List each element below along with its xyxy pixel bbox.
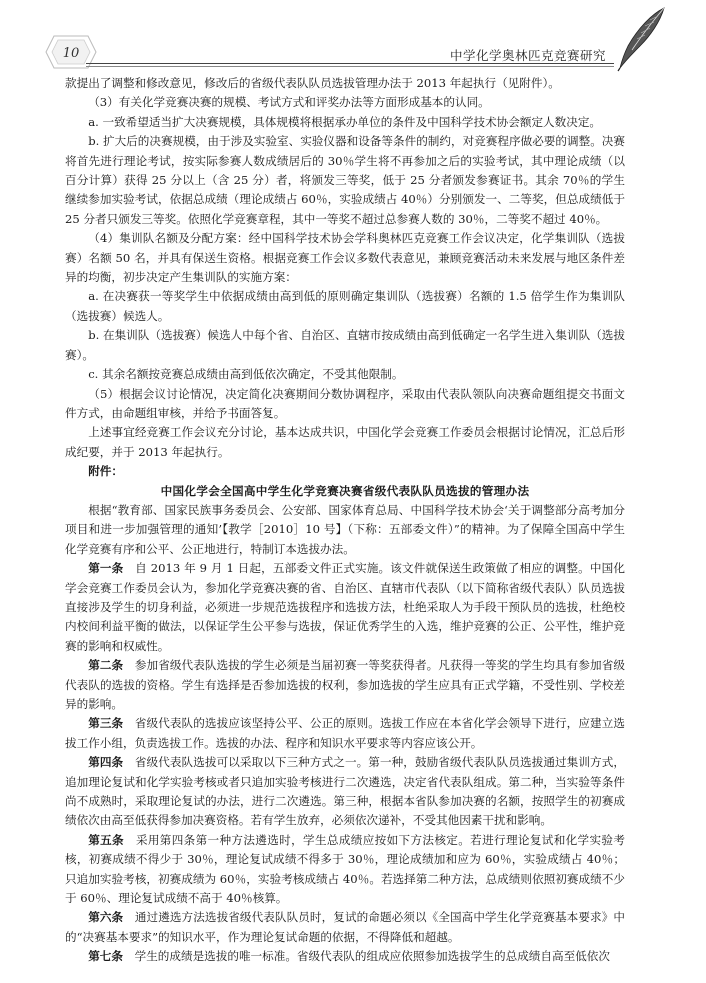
- page-header: [0, 0, 706, 70]
- article-label: 第五条: [88, 832, 124, 847]
- article-text: 通过遴选方法选拔省级代表队队员时，复试的命题必须以《全国高中学生化学竞赛基本要求》中的“决赛基本要求”的知识水平，作为理论复试命题的依据，不得降低和超越。: [65, 910, 625, 944]
- paragraph: c. 其余名额按竞赛总成绩由高到低依次确定，不受其他限制。: [88, 367, 404, 382]
- article-6: [65, 908, 625, 947]
- appendix-title: 中国化学会全国高中学生化学竞赛决赛省级代表队队员选拔的管理办法: [160, 483, 530, 498]
- paragraph: a. 一致希望适当扩大决赛规模，具体规模将根据承办单位的条件及中国科学技术协会额定人数决定。: [88, 114, 602, 129]
- article-4: [65, 753, 625, 831]
- article-text: 采用第四条第一种方法遴选时，学生总成绩应按如下方法核定。若进行理论复试和化学实验考核，初赛成绩不得少于 30％，理论复试成绩不得多于 30％，理论成绩加和应为 60％，实验成绩占 40％；只追加实验考核，初赛成绩为 60％，实验考核成绩占 40％。若选择第二种方法，总成绩则依照初赛成绩不少于 60％、理论复试成绩不高于 40％核算。: [65, 832, 625, 906]
- article-label: 第四条: [88, 755, 124, 770]
- paragraph: b. 扩大后的决赛规模，由于涉及实验室、实验仪器和设备等条件的制约，对竞赛程序做必要的调整。决赛将首先进行理论考试，按实际参赛人数成绩居后的 30％学生将不再参加之后的实验考试，其中理论成绩（以百分计算）获得 25 分以上（含 25 分）者，将颁发三等奖，低于 25 分者颁发参赛证书。其余 70％的学生继续参加实验考试，依据总成绩（理论成绩占 60％，实验成绩占 40％）分别颁发一、二等奖，但总成绩低于 25 分者只颁发三等奖。依照化学竞赛章程，其中一等奖不超过总参赛人数的 30％，二等奖不超过 40％。: [65, 134, 625, 226]
- article-text: 自 2013 年 9 月 1 日起，五部委文件正式实施。该文件就保送生政策做了相应的调整。中国化学会竞赛工作委员会认为，参加化学竞赛决赛的省、自治区、直辖市代表队（以下简称省级代表队）队员选拔直接涉及学生的切身利益，必须进一步规范选拔程序和选拔方法，杜绝采取人为手段干预队员的选拔，杜绝校内校间利益平衡的做法，以保证学生公平参与选拔，保证优秀学生的入选，维护竞赛的公正、公平性，维护竞赛的影响和权威性。: [65, 561, 625, 653]
- appendix-label: 附件：: [88, 464, 123, 479]
- article-label: 第六条: [88, 910, 124, 925]
- page-number: 10: [62, 45, 80, 61]
- article-text: 省级代表队的选拔应该坚持公平、公正的原则。选拔工作应在本省化学会领导下进行，应建立选拔工作小组，负责选拔工作。选拔的办法、程序和知识水平要求等内容应该公开。: [65, 716, 625, 750]
- article-text: 学生的成绩是选拔的唯一标准。省级代表队的组成应依照参加选拔学生的总成绩自高至低依次: [134, 949, 610, 964]
- journal-title: 中学化学奥林匹克竞赛研究: [449, 48, 606, 63]
- article-3: [65, 714, 625, 753]
- article-2: [65, 656, 625, 714]
- paragraph: a. 在决赛获一等奖学生中依据成绩由高到低的原则确定集训队（选拔赛）名额的 1.5 倍学生作为集训队（选拔赛）候选人。: [65, 289, 625, 323]
- article-text: 省级代表队选拔可以采取以下三种方式之一。第一种，鼓励省级代表队队员选拔通过集训方式，追加理论复试和化学实验考核或者只追加实验考核进行二次遴选，决定省代表队组成。第二种，当实验等条件尚不成熟时，采取理论复试的办法，进行二次遴选。第三种，根据本省队参加决赛的名额，按照学生的初赛成绩依次由高至低获得参加决赛资格。若有学生放弃，必须依次递补，不受其他因素干扰和影响。: [65, 755, 625, 828]
- appendix-intro: 根据“教育部、国家民族事务委员会、公安部、国家体育总局、中国科学技术协会‘关于调整部分高考加分项目和进一步加强管理的通知’【教学［2010］10 号】（下称：五部委文件）”的精神。为了保障全国高中学生化学竞赛有序和公平、公正地进行，特制订本选拔办法。: [65, 502, 625, 556]
- article-label: 第一条: [88, 561, 124, 576]
- paragraph: （3）有关化学竞赛决赛的规模、考试方式和评奖办法等方面形成基本的认同。: [88, 95, 490, 110]
- paragraph: （4）集训队名额及分配方案：经中国科学技术协会学科奥林匹克竞赛工作会议决定，化学集训队（选拔赛）名额 50 名，并具有保送生资格。根据竞赛工作会议多数代表意见，兼顾竞赛活动未来发展与地区条件差异的均衡，初步决定产生集训队的实施方案：: [65, 231, 625, 285]
- paragraph: 款提出了调整和修改意见，修改后的省级代表队队员选拔管理办法于 2013 年起执行（见附件）。: [65, 76, 560, 90]
- article-text: 参加省级代表队选拔的学生必须是当届初赛一等奖获得者。凡获得一等奖的学生均具有参加省级代表队的选拔的资格。学生有选择是否参加选拔的权利，参加选拔的学生应具有正式学籍，不受性别、学校差异的影响。: [65, 658, 625, 711]
- quill-pen-icon: [614, 6, 670, 72]
- article-label: 第七条: [88, 949, 123, 964]
- article-label: 第三条: [88, 716, 124, 731]
- article-body: [65, 74, 625, 967]
- header-rule-thin: [86, 66, 614, 67]
- paragraph: （5）根据会议讨论情况，决定简化决赛期间分数协调程序，采取由代表队领队向决赛命题组提交书面文件方式，由命题组审核，并给予书面答复。: [65, 386, 625, 420]
- article-7: [65, 947, 625, 966]
- paragraph: b. 在集训队（选拔赛）候选人中每个省、自治区、直辖市按成绩由高到低确定一名学生进入集训队（选拔赛）。: [65, 328, 625, 362]
- article-label: 第二条: [88, 658, 124, 673]
- article-5: [65, 831, 625, 909]
- paragraph: 上述事宜经竞赛工作会议充分讨论，基本达成共识，中国化学会竞赛工作委员会根据讨论情况，汇总后形成纪要，并于 2013 年起执行。: [65, 425, 625, 459]
- article-1: [65, 559, 625, 656]
- header-rule: [86, 63, 614, 64]
